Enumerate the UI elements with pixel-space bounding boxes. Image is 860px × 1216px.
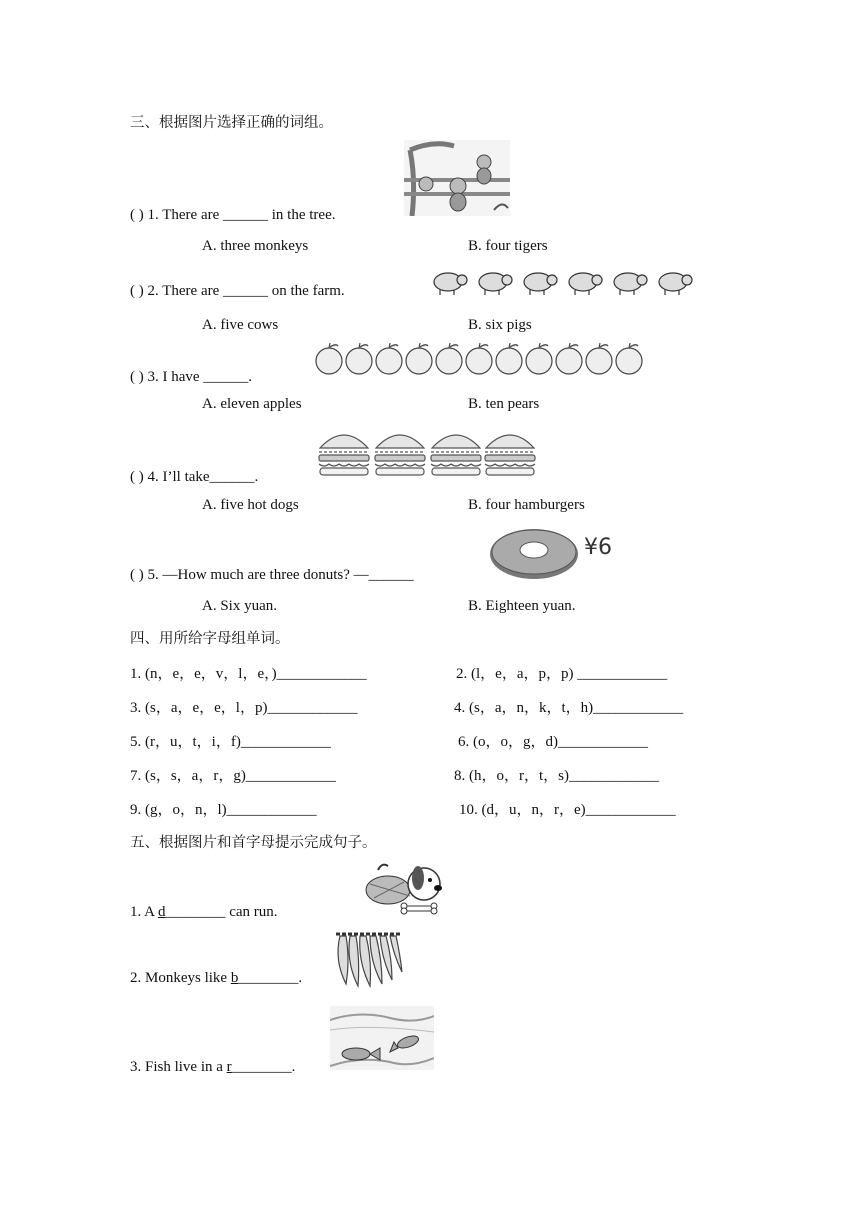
section-3-heading: 三、根据图片选择正确的词组。 xyxy=(130,115,333,131)
unscramble-item-1: 1. (n，e，e，v，l，e，)____________ xyxy=(130,666,367,682)
unscramble-item-10: 10. (d，u，n，r，e)____________ xyxy=(459,802,676,818)
complete-item-3: 3. Fish live in a r________. xyxy=(130,1059,296,1075)
question-4: ( ) 4. I’ll take______. xyxy=(130,469,259,485)
question-1: ( ) 1. There are ______ in the tree. xyxy=(130,207,336,223)
unscramble-item-2: 2. (l，e，a，p，p) ____________ xyxy=(456,666,668,682)
river-fish-image xyxy=(330,1006,434,1070)
unscramble-item-9: 9. (g，o，n，l)____________ xyxy=(130,802,317,818)
q1-option-a: A. three monkeys xyxy=(202,238,309,254)
q1-option-b: B. four tigers xyxy=(468,238,548,254)
question-3: ( ) 3. I have ______. xyxy=(130,369,253,385)
question-2: ( ) 2. There are ______ on the farm. xyxy=(130,283,345,299)
q3-option-b: B. ten pears xyxy=(468,396,540,412)
section-5-heading: 五、根据图片和首字母提示完成句子。 xyxy=(130,835,377,851)
complete-item-1: 1. A d________ can run. xyxy=(130,904,278,920)
q3-option-a: A. eleven apples xyxy=(202,396,302,412)
six-pigs-image xyxy=(430,266,698,298)
section-4-heading: 四、用所给字母组单词。 xyxy=(130,631,290,647)
q2-option-a: A. five cows xyxy=(202,317,279,333)
four-hamburgers-image xyxy=(316,422,538,478)
q2-option-b: B. six pigs xyxy=(468,317,532,333)
dog-image xyxy=(360,860,448,918)
unscramble-item-8: 8. (h，o，r，t，s)____________ xyxy=(454,768,659,784)
bananas-image xyxy=(330,930,408,988)
q4-option-b: B. four hamburgers xyxy=(468,497,585,513)
unscramble-item-7: 7. (s，s，a，r，g)____________ xyxy=(130,768,336,784)
donut-price-label: ¥6 xyxy=(584,535,612,560)
question-5: ( ) 5. —How much are three donuts? —______ xyxy=(130,567,414,583)
complete-item-2: 2. Monkeys like b________. xyxy=(130,970,303,986)
eleven-apples-image xyxy=(314,342,648,376)
unscramble-item-6: 6. (o，o，g，d)____________ xyxy=(458,734,648,750)
q5-option-a: A. Six yuan. xyxy=(202,598,277,614)
q5-option-b: B. Eighteen yuan. xyxy=(468,598,576,614)
unscramble-item-4: 4. (s，a，n，k，t，h)____________ xyxy=(454,700,684,716)
q4-option-a: A. five hot dogs xyxy=(202,497,299,513)
unscramble-item-3: 3. (s，a，e，e，l，p)____________ xyxy=(130,700,358,716)
monkeys-in-tree-image xyxy=(404,140,510,216)
unscramble-item-5: 5. (r，u，t，i，f)____________ xyxy=(130,734,331,750)
